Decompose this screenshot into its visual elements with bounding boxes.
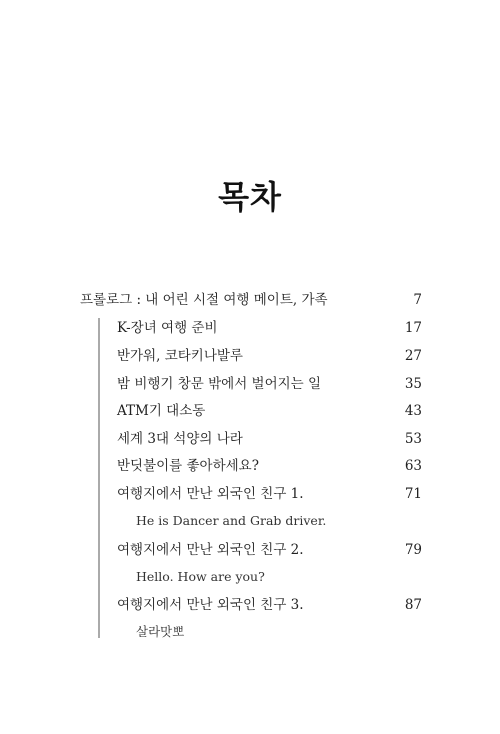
toc-entry[interactable] [117,456,422,476]
toc-entry-title: ATM기 대소동 [117,403,206,419]
toc-entry-title: 여행지에서 만난 외국인 친구 2. [117,542,304,558]
toc-entry-page: 35 [404,376,422,392]
toc-entry-page: 53 [404,431,422,447]
toc-entry[interactable] [117,540,422,560]
toc-entry-title: K-장녀 여행 준비 [117,320,218,336]
toc-entry-subtitle: 살라맛뽀 [136,624,185,639]
toc-entry[interactable] [117,484,422,504]
toc-entry-subtitle: He is Dancer and Grab driver. [136,513,327,528]
toc-entry[interactable] [117,318,422,338]
toc-entry-title: 세계 3대 석양의 나라 [117,431,243,447]
toc-entry[interactable] [117,401,422,421]
page-title: 목차 [218,178,282,216]
toc-entry[interactable] [117,429,422,449]
toc-entry-title: 프롤로그 : 내 어린 시절 여행 메이트, 가족 [80,292,328,308]
toc-entry-page: 63 [404,458,422,474]
toc-entry-title: 반딧불이를 좋아하세요? [117,458,259,474]
toc-entry-page: 17 [404,320,422,336]
toc-entry-title: 밤 비행기 창문 밖에서 벌어지는 일 [117,376,322,392]
toc-entry[interactable] [117,346,422,366]
toc-entry-subtitle: Hello. How are you? [136,569,265,584]
toc-entry-title: 여행지에서 만난 외국인 친구 3. [117,597,304,613]
toc-entry-page: 7 [413,292,422,308]
toc-entry[interactable] [117,595,422,615]
toc-entry-page: 43 [404,403,422,419]
toc-entry-page: 79 [404,542,422,558]
toc-entry-page: 71 [404,486,422,502]
toc-entry-page: 87 [404,597,422,613]
toc-entry-page: 27 [404,348,422,364]
toc-entry-title: 반가워, 코타키나발루 [117,348,243,364]
toc-entry[interactable] [117,374,422,394]
toc-entry-title: 여행지에서 만난 외국인 친구 1. [117,486,304,502]
toc-entry-prologue[interactable] [80,290,422,310]
toc-vertical-rule [98,318,100,638]
